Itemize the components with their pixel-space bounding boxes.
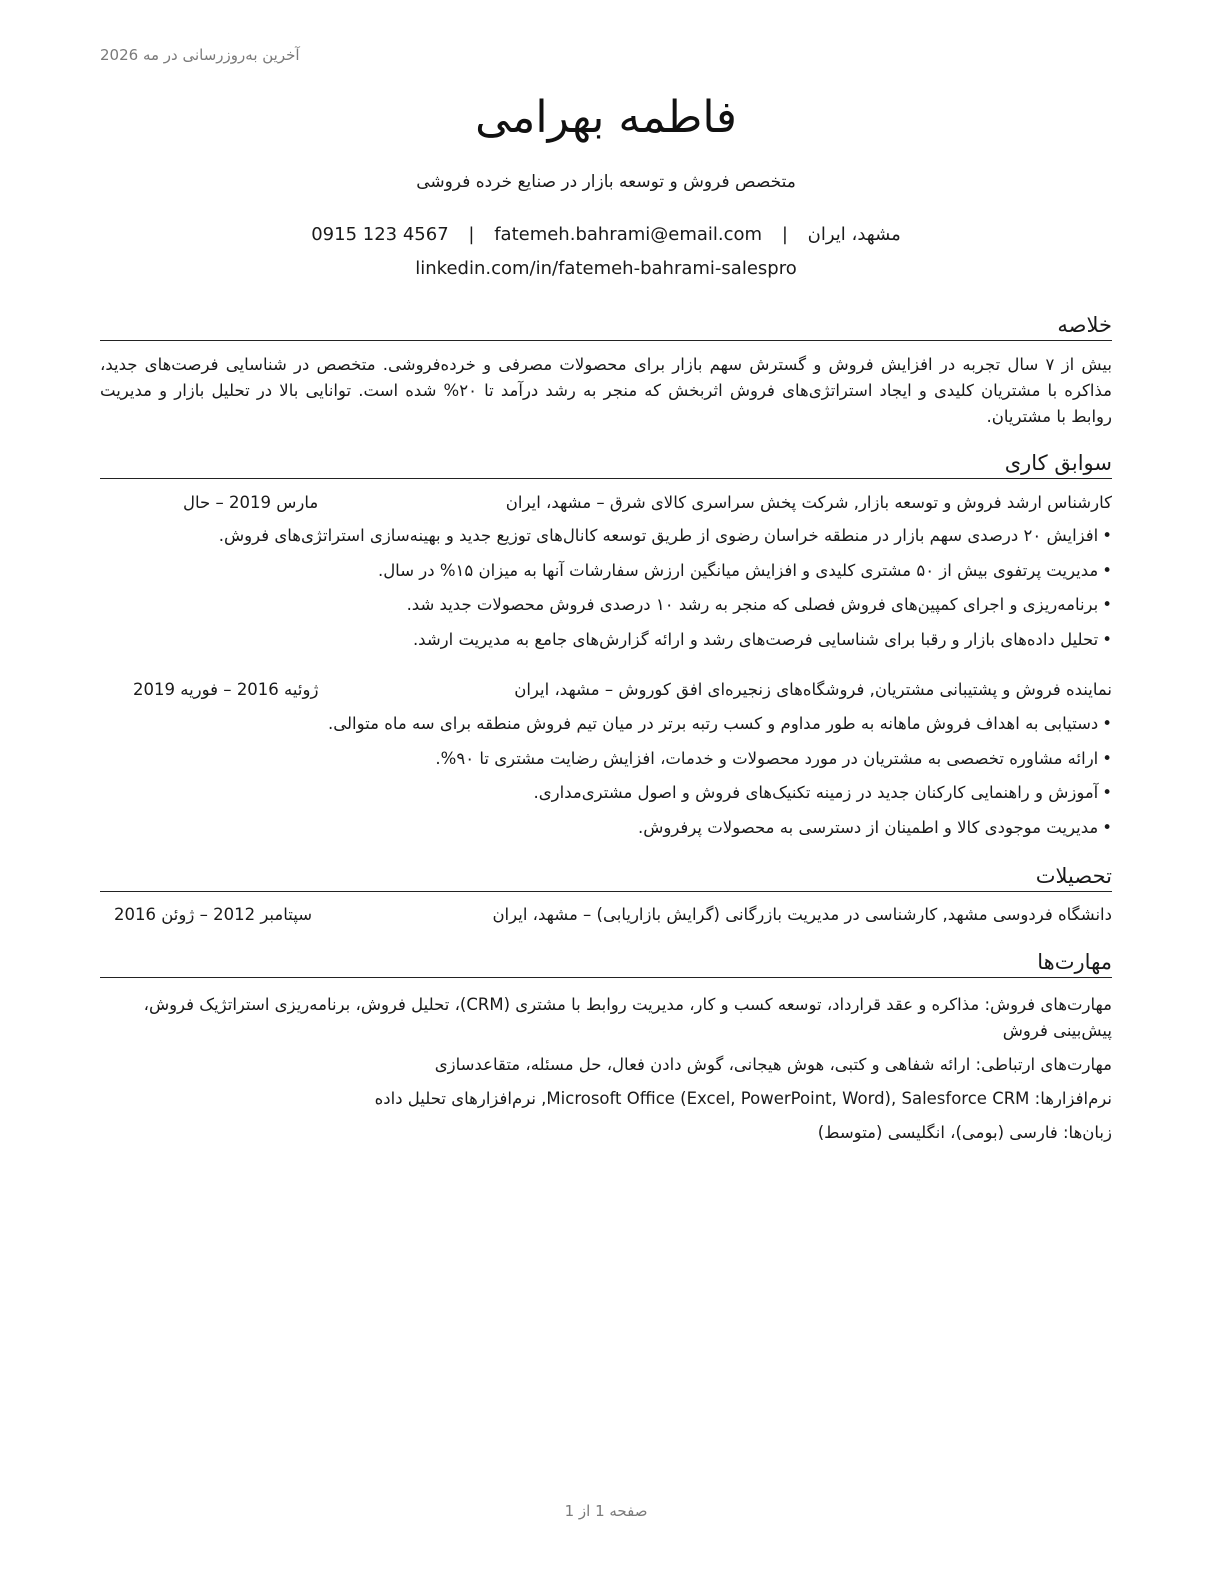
summary-heading: خلاصه — [100, 311, 1112, 341]
job-bullets — [100, 711, 1112, 849]
job-dates: ژوئیه 2016 – فوریه 2019 — [133, 680, 319, 699]
job-heading — [100, 680, 1112, 706]
software-tail: , نرم‌افزارهای تحلیل داده — [374, 1089, 547, 1108]
job-dates: مارس 2019 – حال — [183, 493, 319, 512]
skill-sales: مهارت‌های فروش: مذاکره و عقد قرارداد، توسعه کسب و کار، مدیریت روابط با مشتری (CRM)، تحلیل فروش، برنامه‌ریزی استراتژیک فروش، پیش‌بینی فروش — [143, 995, 1112, 1040]
education-heading: تحصیلات — [100, 862, 1112, 892]
bullet-text: ارائه مشاوره تخصصی به مشتریان در مورد محصولات و خدمات، افزایش رضایت مشتری تا ۹۰%. — [435, 748, 1099, 768]
bullet-icon: • — [1102, 714, 1112, 733]
candidate-name: فاطمه بهرامی — [475, 92, 737, 143]
list-item — [100, 592, 1112, 627]
contact-line — [100, 224, 1112, 245]
skill-software — [100, 1086, 1112, 1112]
bullet-icon: • — [1102, 748, 1112, 768]
skill-languages: زبان‌ها: فارسی (بومی)، انگلیسی (متوسط) — [817, 1123, 1112, 1142]
list-item — [100, 523, 1112, 558]
list-item — [100, 627, 1112, 662]
contact-separator: | — [468, 224, 475, 245]
contact-separator: | — [781, 224, 788, 245]
education-entry — [100, 905, 1112, 931]
bullet-icon: • — [1102, 629, 1112, 649]
bullet-text: تحلیل داده‌های بازار و رقبا برای شناسایی فرصت‌های رشد و ارائه گزارش‌های جامع به مدیریت ارشد. — [412, 629, 1099, 649]
list-item — [100, 746, 1112, 781]
phone-text: 0915 123 4567 — [311, 224, 449, 245]
candidate-title: متخصص فروش و توسعه بازار در صنایع خرده فروشی — [416, 172, 796, 192]
list-item — [100, 780, 1112, 815]
bullet-icon: • — [1102, 783, 1112, 802]
skills-heading: مهارت‌ها — [100, 948, 1112, 978]
linkedin-link[interactable]: linkedin.com/in/fatemeh-bahrami-salespro — [415, 258, 797, 279]
job-title: کارشناس ارشد فروش و توسعه بازار, شرکت پخش سراسری کالای شرق – مشهد، ایران — [505, 493, 1112, 512]
software-label: نرم‌افزارها: — [1034, 1089, 1112, 1108]
list-item — [100, 558, 1112, 593]
job-title: نماینده فروش و پشتیبانی مشتریان, فروشگاه‌های زنجیره‌ای افق کوروش – مشهد، ایران — [514, 680, 1112, 699]
bullet-icon: • — [1102, 595, 1112, 614]
education-dates: سپتامبر 2012 – ژوئن 2016 — [114, 905, 313, 924]
education-title: دانشگاه فردوسی مشهد, کارشناسی در مدیریت بازرگانی (گرایش بازاریابی) – مشهد، ایران — [492, 905, 1112, 924]
software-list: Microsoft Office (Excel, PowerPoint, Word), Salesforce CRM — [546, 1089, 1030, 1108]
linkedin-line — [100, 258, 1112, 279]
bullet-text: مدیریت موجودی کالا و اطمینان از دسترسی به محصولات پرفروش. — [637, 817, 1099, 837]
list-item — [100, 815, 1112, 850]
bullet-text: افزایش ۲۰ درصدی سهم بازار در منطقه خراسان رضوی از طریق توسعه کانال‌های توزیع جدید و بهینه‌سازی استراتژی‌های فروش. — [218, 526, 1099, 545]
bullet-icon: • — [1102, 817, 1112, 837]
bullet-icon: • — [1102, 560, 1112, 580]
experience-heading: سوابق کاری — [100, 449, 1112, 479]
last-updated-text: آخرین به‌روزرسانی در مه 2026 — [100, 46, 300, 64]
bullet-text: دستیابی به اهداف فروش ماهانه به طور مداوم و کسب رتبه برتر در میان تیم فروش منطقه برای سه ماه متوالی. — [328, 714, 1099, 733]
skill-communication: مهارت‌های ارتباطی: ارائه شفاهی و کتبی، هوش هیجانی، گوش دادن فعال، حل مسئله، متقاعدسازی — [434, 1055, 1112, 1074]
page-number: صفحه 1 از 1 — [564, 1502, 648, 1520]
bullet-icon: • — [1102, 526, 1112, 545]
list-item — [100, 711, 1112, 746]
bullet-text: آموزش و راهنمایی کارکنان جدید در زمینه تکنیک‌های فروش و اصول مشتری‌مداری. — [533, 783, 1099, 802]
email-link[interactable]: fatemeh.bahrami@email.com — [494, 224, 763, 245]
job-heading — [100, 493, 1112, 519]
bullet-text: مدیریت پرتفوی بیش از ۵۰ مشتری کلیدی و افزایش میانگین ارزش سفارشات آنها به میزان ۱۵% در سال. — [377, 560, 1099, 580]
skills-list — [100, 992, 1112, 1154]
job-bullets — [100, 523, 1112, 661]
summary-text: بیش از ۷ سال تجربه در افزایش فروش و گسترش سهم بازار برای محصولات مصرفی و خرده‌فروشی. متخصص در شناسایی فرصت‌های جدید، مذاکره با مشتریان کلیدی و ایجاد استراتژی‌های فروش اثربخش که منجر به رشد درآمد تا ۲۰% شده است. توانایی بالا در تحلیل بازار و مدیریت روابط با مشتریان. — [100, 355, 1112, 426]
bullet-text: برنامه‌ریزی و اجرای کمپین‌های فروش فصلی که منجر به رشد ۱۰ درصدی فروش محصولات جدید شد. — [406, 595, 1099, 614]
location-text: مشهد، ایران — [807, 224, 901, 245]
resume-page — [100, 0, 1112, 1584]
